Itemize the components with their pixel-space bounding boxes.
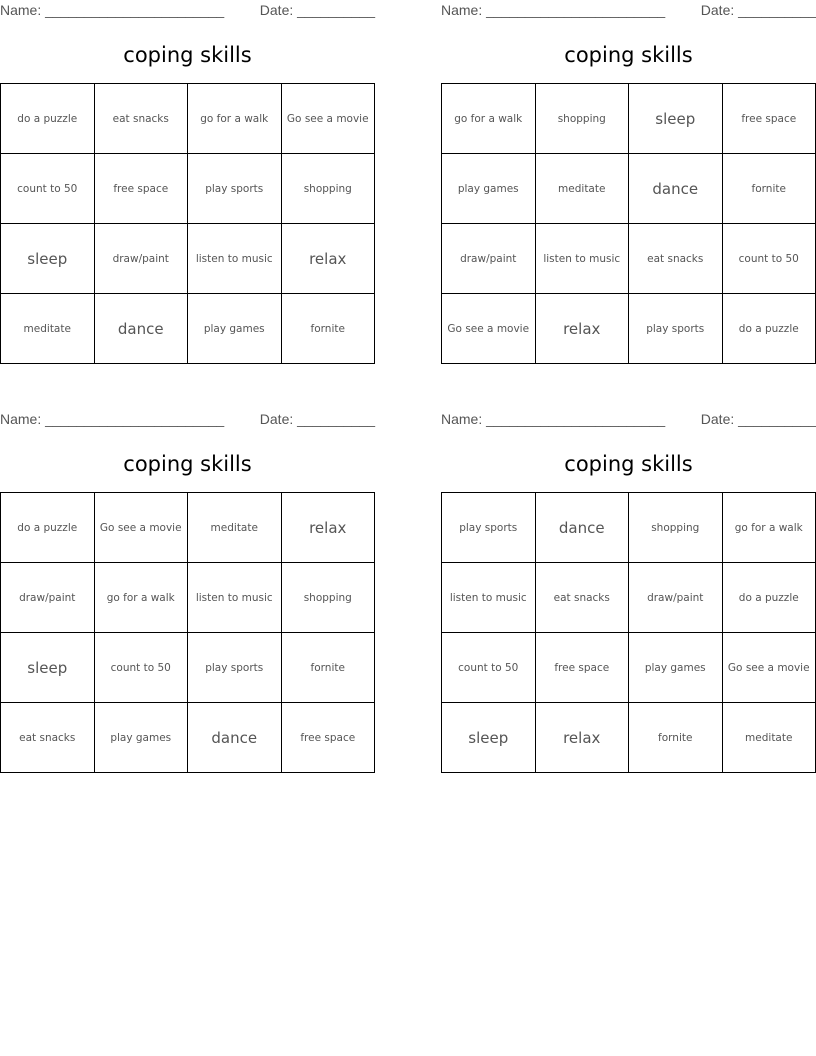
card-title: coping skills xyxy=(123,452,252,476)
grid-row xyxy=(1,154,375,224)
grid-cell: free space xyxy=(281,703,375,773)
name-line: Name: _______________________ xyxy=(441,411,666,427)
grid-row xyxy=(1,294,375,364)
grid-cell: count to 50 xyxy=(722,224,816,294)
grid-cell: dance xyxy=(94,294,188,364)
grid-cell: go for a walk xyxy=(722,493,816,563)
grid-cell: Go see a movie xyxy=(94,493,188,563)
grid-cell: relax xyxy=(281,493,375,563)
grid-cell: meditate xyxy=(535,154,629,224)
grid-cell: fornite xyxy=(722,154,816,224)
date-line: Date: __________ xyxy=(259,411,375,427)
name-line: Name: _______________________ xyxy=(441,2,666,18)
grid-cell: draw/paint xyxy=(442,224,536,294)
grid-row xyxy=(442,493,816,563)
grid-row xyxy=(1,633,375,703)
bingo-card-2 xyxy=(441,0,816,338)
grid-cell: play games xyxy=(188,294,282,364)
grid-cell: listen to music xyxy=(442,563,536,633)
grid-cell: shopping xyxy=(629,493,723,563)
grid-cell: relax xyxy=(535,294,629,364)
bingo-card-4 xyxy=(441,409,816,747)
grid-cell: meditate xyxy=(1,294,95,364)
grid-cell: draw/paint xyxy=(1,563,95,633)
grid-cell: listen to music xyxy=(188,224,282,294)
grid-cell: shopping xyxy=(281,563,375,633)
grid-cell: shopping xyxy=(535,84,629,154)
grid-cell: play sports xyxy=(188,154,282,224)
grid-cell: sleep xyxy=(1,224,95,294)
bingo-card-1 xyxy=(0,0,375,338)
grid-cell: eat snacks xyxy=(1,703,95,773)
card-title: coping skills xyxy=(564,43,693,67)
grid-row xyxy=(442,84,816,154)
grid-row xyxy=(442,633,816,703)
grid-cell: draw/paint xyxy=(629,563,723,633)
grid-cell: play games xyxy=(629,633,723,703)
grid-row xyxy=(442,154,816,224)
grid-cell: free space xyxy=(94,154,188,224)
grid-cell: eat snacks xyxy=(629,224,723,294)
grid-row xyxy=(1,84,375,154)
card-header xyxy=(441,409,816,431)
grid-cell: free space xyxy=(535,633,629,703)
card-title: coping skills xyxy=(123,43,252,67)
grid-cell: fornite xyxy=(281,294,375,364)
bingo-grid xyxy=(441,83,816,364)
grid-row xyxy=(442,563,816,633)
date-line: Date: __________ xyxy=(700,411,816,427)
grid-cell: relax xyxy=(281,224,375,294)
grid-cell: free space xyxy=(722,84,816,154)
grid-cell: dance xyxy=(188,703,282,773)
grid-cell: Go see a movie xyxy=(722,633,816,703)
grid-row xyxy=(1,224,375,294)
grid-cell: play games xyxy=(442,154,536,224)
grid-cell: meditate xyxy=(188,493,282,563)
grid-row xyxy=(1,493,375,563)
grid-cell: do a puzzle xyxy=(722,563,816,633)
grid-cell: listen to music xyxy=(535,224,629,294)
card-header xyxy=(0,409,375,431)
grid-cell: sleep xyxy=(1,633,95,703)
grid-cell: go for a walk xyxy=(94,563,188,633)
grid-cell: do a puzzle xyxy=(1,84,95,154)
grid-row xyxy=(442,224,816,294)
card-header xyxy=(441,0,816,22)
grid-row xyxy=(1,563,375,633)
grid-cell: sleep xyxy=(629,84,723,154)
bingo-grid xyxy=(0,83,375,364)
grid-cell: play sports xyxy=(629,294,723,364)
grid-cell: count to 50 xyxy=(1,154,95,224)
grid-cell: shopping xyxy=(281,154,375,224)
grid-cell: dance xyxy=(535,493,629,563)
grid-cell: go for a walk xyxy=(188,84,282,154)
grid-cell: fornite xyxy=(629,703,723,773)
grid-cell: draw/paint xyxy=(94,224,188,294)
grid-cell: meditate xyxy=(722,703,816,773)
bingo-grid xyxy=(441,492,816,773)
grid-cell: do a puzzle xyxy=(722,294,816,364)
grid-cell: Go see a movie xyxy=(442,294,536,364)
grid-cell: eat snacks xyxy=(535,563,629,633)
grid-cell: sleep xyxy=(442,703,536,773)
grid-cell: listen to music xyxy=(188,563,282,633)
grid-cell: do a puzzle xyxy=(1,493,95,563)
grid-cell: play sports xyxy=(442,493,536,563)
grid-cell: go for a walk xyxy=(442,84,536,154)
grid-cell: Go see a movie xyxy=(281,84,375,154)
grid-cell: count to 50 xyxy=(442,633,536,703)
bingo-card-3 xyxy=(0,409,375,747)
card-header xyxy=(0,0,375,22)
grid-cell: count to 50 xyxy=(94,633,188,703)
date-line: Date: __________ xyxy=(700,2,816,18)
grid-cell: play sports xyxy=(188,633,282,703)
grid-cell: relax xyxy=(535,703,629,773)
grid-row xyxy=(442,294,816,364)
grid-row xyxy=(442,703,816,773)
grid-cell: dance xyxy=(629,154,723,224)
grid-cell: fornite xyxy=(281,633,375,703)
date-line: Date: __________ xyxy=(259,2,375,18)
grid-row xyxy=(1,703,375,773)
grid-cell: eat snacks xyxy=(94,84,188,154)
name-line: Name: _______________________ xyxy=(0,411,225,427)
bingo-grid xyxy=(0,492,375,773)
grid-cell: play games xyxy=(94,703,188,773)
name-line: Name: _______________________ xyxy=(0,2,225,18)
card-title: coping skills xyxy=(564,452,693,476)
